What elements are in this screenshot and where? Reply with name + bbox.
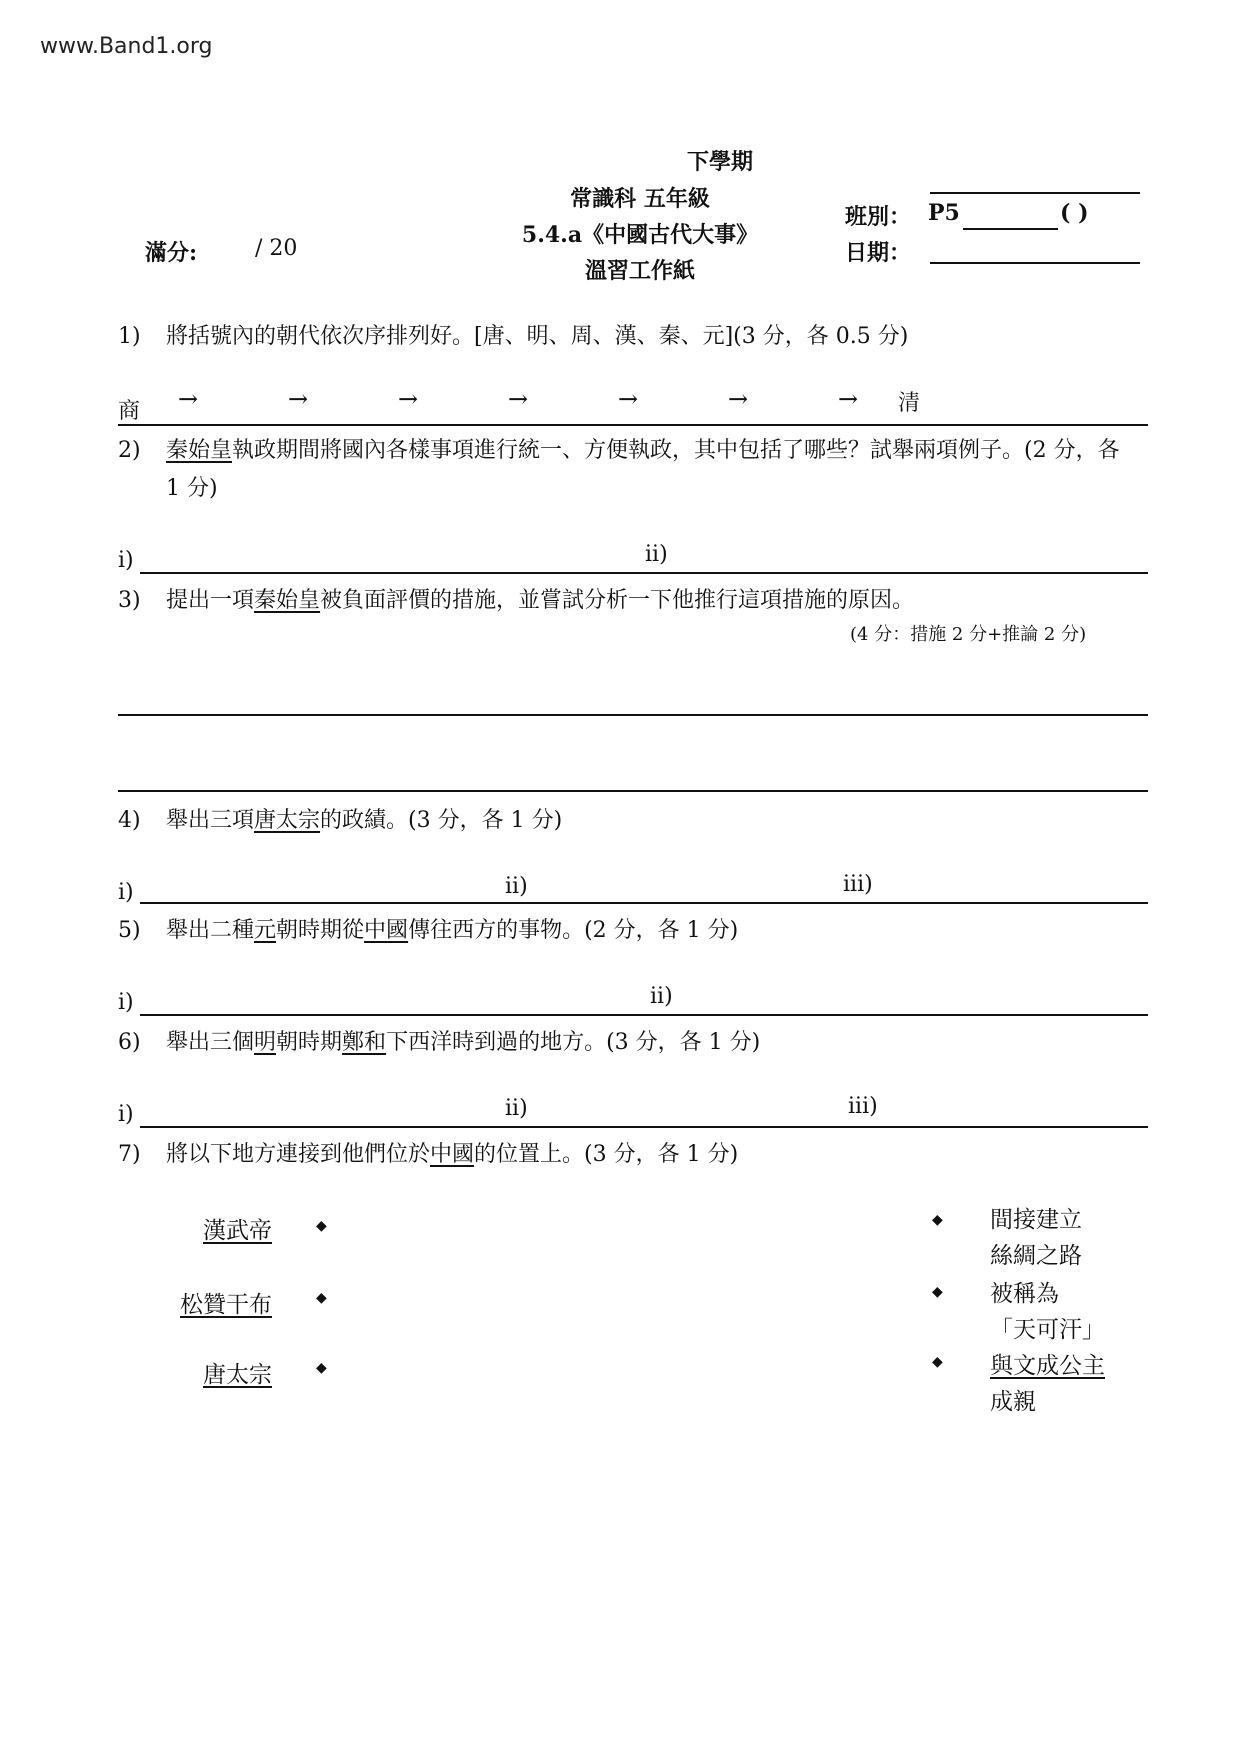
q4-number: 4) [118,808,141,833]
match-left-item: 唐太宗 [203,1362,272,1388]
sheet-title: 溫習工作紙 [584,258,695,284]
q1-start-dynasty: 商 [118,399,141,424]
match-left-item: 松贊干布 [180,1292,272,1318]
question-5 [118,912,1136,950]
q5-dynasty: 元 [254,918,277,943]
q6-text-mid: 朝時期 [276,1030,343,1055]
date-line[interactable] [930,262,1140,264]
match-right-line: 被稱為 [990,1281,1059,1307]
match-right-item [990,1276,1105,1348]
q6-text: 下西洋時到過的地方。(3 分，各 1 分) [386,1030,761,1055]
q3-number: 3) [118,588,141,613]
name-line[interactable] [930,192,1140,194]
q4-answer-iii-label: iii) [843,872,873,897]
match-point-icon[interactable]: ◆ [316,1290,327,1306]
q6-answer-iii-label: iii) [848,1094,878,1119]
match-point-icon[interactable]: ◆ [932,1354,943,1370]
q1-answer-line[interactable] [118,424,1148,426]
q5-answer-i-label: i) [118,990,134,1015]
q1-text: 將括號內的朝代依次序排列好。[唐、明、周、漢、秦、元](3 分，各 0.5 分) [166,324,909,349]
question-4 [118,802,1136,840]
q2-answer-ii-label: ii) [645,542,668,567]
match-point-icon[interactable]: ◆ [316,1218,327,1234]
q3-marks: (4 分：措施 2 分+推論 2 分) [850,624,1087,645]
q2-text: 執政期間將國內各樣事項進行統一、方便執政，其中包括了哪些？試舉兩項例子。(2 分，各 1 分) [166,438,1120,501]
q5-answer-line[interactable] [140,1014,1148,1016]
q6-answer-line[interactable] [140,1126,1148,1128]
class-value: P5 [928,200,960,226]
arrow-icon: → [508,385,529,413]
term-label: 下學期 [686,149,753,175]
question-6 [118,1024,1136,1062]
q4-person: 唐太宗 [254,808,321,833]
q5-text-pre: 舉出二種 [166,918,255,943]
q1-end-dynasty: 清 [898,391,921,416]
q7-text: 的位置上。(3 分，各 1 分) [474,1142,739,1167]
class-number-paren: ( ) [1060,200,1089,226]
q2-person: 秦始皇 [166,438,233,463]
q4-text: 的政績。(3 分，各 1 分) [320,808,563,833]
match-point-icon[interactable]: ◆ [932,1212,943,1228]
unit-title: 5.4.a《中國古代大事》 [521,222,759,248]
arrow-icon: → [838,385,859,413]
arrow-icon: → [728,385,749,413]
q4-answer-line[interactable] [140,902,1148,904]
q4-answer-ii-label: ii) [505,874,528,899]
q6-number: 6) [118,1030,141,1055]
q6-answer-i-label: i) [118,1102,134,1127]
question-2 [118,432,1136,508]
question-3 [118,582,1136,620]
q4-text-pre: 舉出三項 [166,808,255,833]
q6-person: 鄭和 [342,1030,387,1055]
q4-answer-i-label: i) [118,880,134,905]
match-right-item [990,1348,1105,1420]
q7-number: 7) [118,1142,141,1167]
full-marks-value: / 20 [255,236,298,261]
match-right-item [990,1202,1082,1274]
q3-text: 被負面評價的措施，並嘗試分析一下他推行這項措施的原因。 [320,588,915,613]
q5-text-mid: 朝時期從 [276,918,365,943]
class-line[interactable] [963,228,1058,230]
match-right-line: 成親 [990,1389,1036,1415]
q6-dynasty: 明 [254,1030,277,1055]
q7-text-pre: 將以下地方連接到他們位於 [166,1142,431,1167]
match-right-line: 間接建立 [990,1207,1082,1233]
match-point-icon[interactable]: ◆ [316,1360,327,1376]
q5-number: 5) [118,918,141,943]
arrow-icon: → [618,385,639,413]
site-url: www.Band1.org [40,34,213,59]
match-left-item: 漢武帝 [203,1218,272,1244]
q3-answer-line-1[interactable] [118,714,1148,716]
arrow-icon: → [288,385,309,413]
match-right-line: 「天可汗」 [990,1317,1105,1343]
q5-country: 中國 [364,918,409,943]
arrow-icon: → [178,385,199,413]
match-right-line: 絲綢之路 [990,1243,1082,1269]
q3-person: 秦始皇 [254,588,321,613]
q2-answer-i-label: i) [118,548,134,573]
class-label: 班別： [845,204,912,230]
q2-answer-line[interactable] [140,572,1148,574]
q1-number: 1) [118,324,141,349]
q7-country: 中國 [430,1142,475,1167]
date-label: 日期： [845,240,912,266]
subject-grade: 常識科 五年級 [570,186,710,212]
match-point-icon[interactable]: ◆ [932,1284,943,1300]
q6-answer-ii-label: ii) [505,1096,528,1121]
q3-answer-line-2[interactable] [118,790,1148,792]
q6-text-pre: 舉出三個 [166,1030,255,1055]
q2-number: 2) [118,438,141,463]
match-right-line: 與文成公主 [990,1353,1105,1379]
q5-text: 傳往西方的事物。(2 分，各 1 分) [408,918,739,943]
question-1 [118,318,1136,356]
full-marks-label: 滿分: [145,240,198,266]
q3-text-pre: 提出一項 [166,588,255,613]
question-7 [118,1136,1136,1174]
q5-answer-ii-label: ii) [650,984,673,1009]
arrow-icon: → [398,385,419,413]
